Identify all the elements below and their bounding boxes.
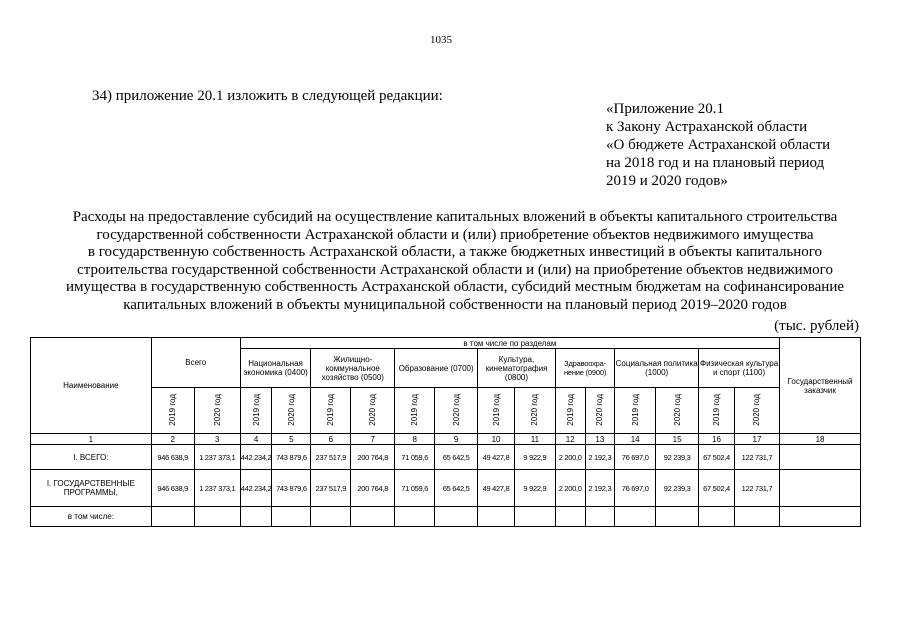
table-cell: 122 731,7 <box>734 470 779 507</box>
table-cell <box>555 507 585 527</box>
header-year: 2019 год <box>311 388 351 434</box>
column-number: 9 <box>435 434 478 445</box>
header-section: Социальная политика (1000) <box>615 349 699 388</box>
table-cell: 65 642,5 <box>435 445 478 470</box>
table-cell: 92 239,3 <box>656 445 699 470</box>
table-cell: 9 922,9 <box>514 470 555 507</box>
header-customer: Государственный заказчик <box>780 338 861 434</box>
table-cell: 2 192,3 <box>585 470 615 507</box>
units-label: (тыс. рублей) <box>774 318 859 334</box>
table-cell: 200 764,8 <box>351 470 395 507</box>
table-cell: 122 731,7 <box>734 445 779 470</box>
table-cell <box>734 507 779 527</box>
heading-line: капитальных вложений в объекты муниципальной собственности на плановый период 2019–2020 годов <box>123 296 787 313</box>
table-cell <box>194 507 240 527</box>
appendix-line: «О бюджете Астраханской области <box>606 137 831 153</box>
column-number: 5 <box>272 434 311 445</box>
table-cell: 1 237 373,1 <box>194 445 240 470</box>
row-name: I. ВСЕГО: <box>31 445 152 470</box>
table-cell <box>395 507 435 527</box>
header-section: Жилищно-коммунальное хозяйство (0500) <box>311 349 395 388</box>
header-year: 2019 год <box>615 388 656 434</box>
column-number: 8 <box>395 434 435 445</box>
table-cell: 49 427,8 <box>478 445 515 470</box>
table-cell: 743 879,6 <box>272 445 311 470</box>
table-cell: 442 234,2 <box>240 470 272 507</box>
column-number: 3 <box>194 434 240 445</box>
table-cell: 76 697,0 <box>615 470 656 507</box>
customer-cell <box>780 445 861 470</box>
heading-line: Расходы на предоставление субсидий на осуществление капитальных вложений в объекты капитального строительства <box>72 209 838 225</box>
table-row <box>31 507 861 527</box>
header-year: 2020 год <box>194 388 240 434</box>
heading-line: имущества в государственную собственность Астраханской области, субсидий местным бюджетам на софинансирование <box>65 279 845 296</box>
header-section: Здравоохра-нение (0900) <box>555 349 614 388</box>
table-cell: 1 237 373,1 <box>194 470 240 507</box>
customer-cell <box>780 470 861 507</box>
table-cell: 2 200,0 <box>555 445 585 470</box>
header-year: 2019 год <box>395 388 435 434</box>
header-section: Культура, кинематография (0800) <box>478 349 556 388</box>
budget-table <box>30 337 861 527</box>
appendix-line: 2019 и 2020 годов» <box>606 173 728 189</box>
table-cell <box>585 507 615 527</box>
column-number: 1 <box>31 434 152 445</box>
table-cell <box>656 507 699 527</box>
table-cell <box>478 507 515 527</box>
table-cell: 946 638,9 <box>151 470 194 507</box>
table-cell: 65 642,5 <box>435 470 478 507</box>
column-number: 4 <box>240 434 272 445</box>
header-section: Образование (0700) <box>395 349 478 388</box>
column-number: 6 <box>311 434 351 445</box>
column-number: 7 <box>351 434 395 445</box>
appendix-line: к Закону Астраханской области <box>606 119 808 135</box>
table-cell <box>699 507 735 527</box>
table-cell: 67 502,4 <box>699 445 735 470</box>
table-cell <box>272 507 311 527</box>
header-sections: в том числе по разделам <box>240 338 779 349</box>
header-total: Всего <box>151 338 240 388</box>
table-cell: 743 879,6 <box>272 470 311 507</box>
appendix-line: «Приложение 20.1 <box>606 101 725 117</box>
column-number: 10 <box>478 434 515 445</box>
table-cell <box>311 507 351 527</box>
appendix-reference <box>606 100 830 190</box>
customer-cell <box>780 507 861 527</box>
table-cell: 237 517,9 <box>311 470 351 507</box>
table-cell <box>615 507 656 527</box>
table-cell: 71 059,6 <box>395 470 435 507</box>
column-number: 12 <box>555 434 585 445</box>
table-cell: 9 922,9 <box>514 445 555 470</box>
header-year: 2019 год <box>151 388 194 434</box>
header-year: 2019 год <box>478 388 515 434</box>
table-cell: 946 638,9 <box>151 445 194 470</box>
table-cell: 2 192,3 <box>585 445 615 470</box>
header-year: 2020 год <box>734 388 779 434</box>
column-number: 16 <box>699 434 735 445</box>
table-cell: 49 427,8 <box>478 470 515 507</box>
table-cell <box>435 507 478 527</box>
header-year: 2020 год <box>514 388 555 434</box>
table-cell: 442 234,2 <box>240 445 272 470</box>
heading-line: строительства государственной собственности Астраханской области и (или) на приобретение объектов недвижимого <box>77 261 833 278</box>
header-year: 2019 год <box>699 388 735 434</box>
header-year: 2019 год <box>555 388 585 434</box>
column-number: 11 <box>514 434 555 445</box>
table-cell <box>151 507 194 527</box>
header-year: 2020 год <box>351 388 395 434</box>
header-year: 2020 год <box>272 388 311 434</box>
table-cell: 76 697,0 <box>615 445 656 470</box>
column-number: 17 <box>734 434 779 445</box>
header-section: Национальная экономика (0400) <box>240 349 311 388</box>
table-row <box>31 470 861 507</box>
document-heading <box>40 209 870 315</box>
row-name: в том числе: <box>31 507 152 527</box>
column-number: 13 <box>585 434 615 445</box>
table-cell <box>514 507 555 527</box>
column-number: 15 <box>656 434 699 445</box>
column-number: 14 <box>615 434 656 445</box>
table-cell: 2 200,0 <box>555 470 585 507</box>
header-name: Наименование <box>31 338 152 434</box>
appendix-line: на 2018 год и на плановый период <box>606 155 825 171</box>
heading-line: государственной собственности Астраханской области и (или) приобретение объектов недвижимого имущества <box>96 226 814 243</box>
page-number: 1035 <box>430 34 452 46</box>
column-number: 18 <box>780 434 861 445</box>
table-cell: 200 764,8 <box>351 445 395 470</box>
header-year: 2020 год <box>585 388 615 434</box>
table-cell <box>351 507 395 527</box>
table-cell: 71 059,6 <box>395 445 435 470</box>
table-cell: 92 239,3 <box>656 470 699 507</box>
column-number: 2 <box>151 434 194 445</box>
table-cell <box>240 507 272 527</box>
row-name: I. ГОСУДАРСТВЕННЫЕ ПРОГРАММЫ, <box>31 470 152 507</box>
header-year: 2020 год <box>435 388 478 434</box>
table-cell: 67 502,4 <box>699 470 735 507</box>
header-section: Физическая культура и спорт (1100) <box>699 349 780 388</box>
header-year: 2019 год <box>240 388 272 434</box>
header-year: 2020 год <box>656 388 699 434</box>
table-row <box>31 445 861 470</box>
heading-line: в государственную собственность Астраханской области, а также бюджетных инвестиций в объекты капитального <box>87 244 823 261</box>
table-cell: 237 517,9 <box>311 445 351 470</box>
amendment-intro: 34) приложение 20.1 изложить в следующей редакции: <box>92 88 443 104</box>
column-number-row <box>31 434 861 445</box>
